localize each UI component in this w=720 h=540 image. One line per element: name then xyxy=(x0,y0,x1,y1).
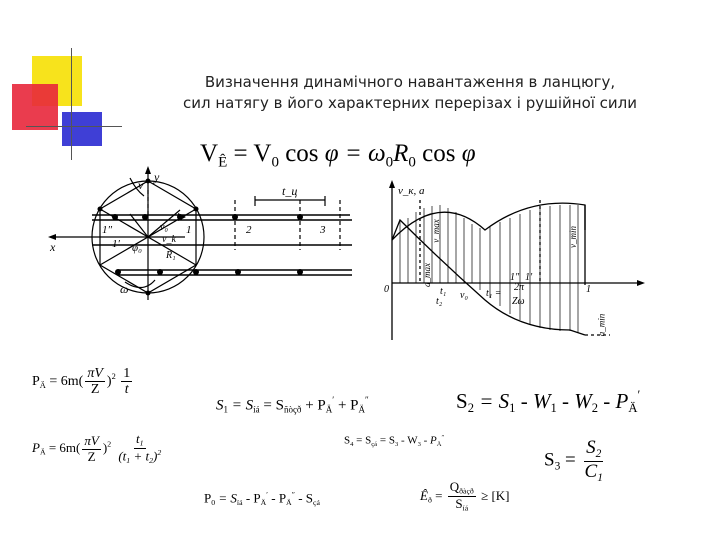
formula-safety-factor: $Ê_ð$ = $\frac{Q_{ðàçð}}{S_{íá}}$ ≥ [K] xyxy=(420,479,510,513)
label-v0: v₀ xyxy=(160,222,168,233)
label-phi0: φ₀ xyxy=(132,242,142,254)
label-x: x xyxy=(50,240,56,254)
label-va: v_к, a xyxy=(398,185,425,197)
label-vmax: v_max xyxy=(430,219,441,243)
formula-s3: $S_3$ = $\frac{S_2}{C_1}$ xyxy=(544,437,603,484)
formula-s4: $S_4 = S_{çá} = S_3 - W_3 - P_Ä''$ xyxy=(344,434,445,448)
label-tu: t_ц xyxy=(282,184,298,198)
label-vmin: v_min xyxy=(568,226,578,248)
label-amin: a_min xyxy=(596,313,607,337)
label-1: 1 xyxy=(186,224,192,236)
label-zomega: Zω xyxy=(512,296,525,307)
title-line-1: Визначення динамічного навантаження в ланцюгу, xyxy=(204,73,616,91)
label-t2: t₂ xyxy=(436,296,443,307)
label-zero: 0 xyxy=(384,284,389,295)
label-2: 2 xyxy=(246,224,252,236)
title-line-2: сил натягу в його характерних перерізах і рушійної сили xyxy=(182,94,638,112)
formula-s1: $S_1 = S_{íá} = S_{ñòçð} + P_Ä' + P_Ä''$ xyxy=(216,395,369,415)
label-1p-right: 1′ xyxy=(525,272,533,283)
label-1pp-right: 1″ xyxy=(510,272,520,283)
label-2pi: 2π xyxy=(514,282,525,293)
velocity-curve xyxy=(392,203,585,240)
label-v0-right: v₀ xyxy=(460,290,468,301)
formula-s2: $S_2 = S_1 - W_1 - W_2 - P_Ä'$ xyxy=(456,388,641,416)
label-vk: v_k xyxy=(162,234,176,245)
formula-chain-speed: $V_Ê = V_0$ $\cos \varphi = \omega_0R_0$ cos φ xyxy=(200,140,476,171)
label-1p: 1′ xyxy=(112,238,120,250)
label-t1: t₁ xyxy=(440,286,447,297)
label-t1eq: t₁ = xyxy=(486,288,502,299)
acceleration-curve xyxy=(392,220,585,335)
label-omega: ω xyxy=(120,282,129,296)
label-1pp: 1″ xyxy=(102,224,113,236)
formula-dynamic-load-2: $P_Ä = 6m$( $\frac{\pi V}{Z}$ )$^2$ $\frac{t_1}{(t_1 + t_2)^2}$ xyxy=(32,431,162,466)
label-3: 3 xyxy=(320,224,326,236)
label-amax: a_max xyxy=(422,263,432,287)
label-one-right: 1 xyxy=(586,284,591,295)
label-r1: R₁ xyxy=(166,250,176,261)
formula-p0: $P_0 = S_{íá} - P_Ä' - P_Ä'' - S_{çá}$ xyxy=(204,490,320,508)
label-v-top: v xyxy=(138,178,144,192)
formula-dynamic-load-1: $P_Ä = 6m$( $\frac{\pi V}{Z}$ )$^2$ $\frac{1}{t}$ xyxy=(32,366,131,398)
label-y: y xyxy=(154,170,160,184)
